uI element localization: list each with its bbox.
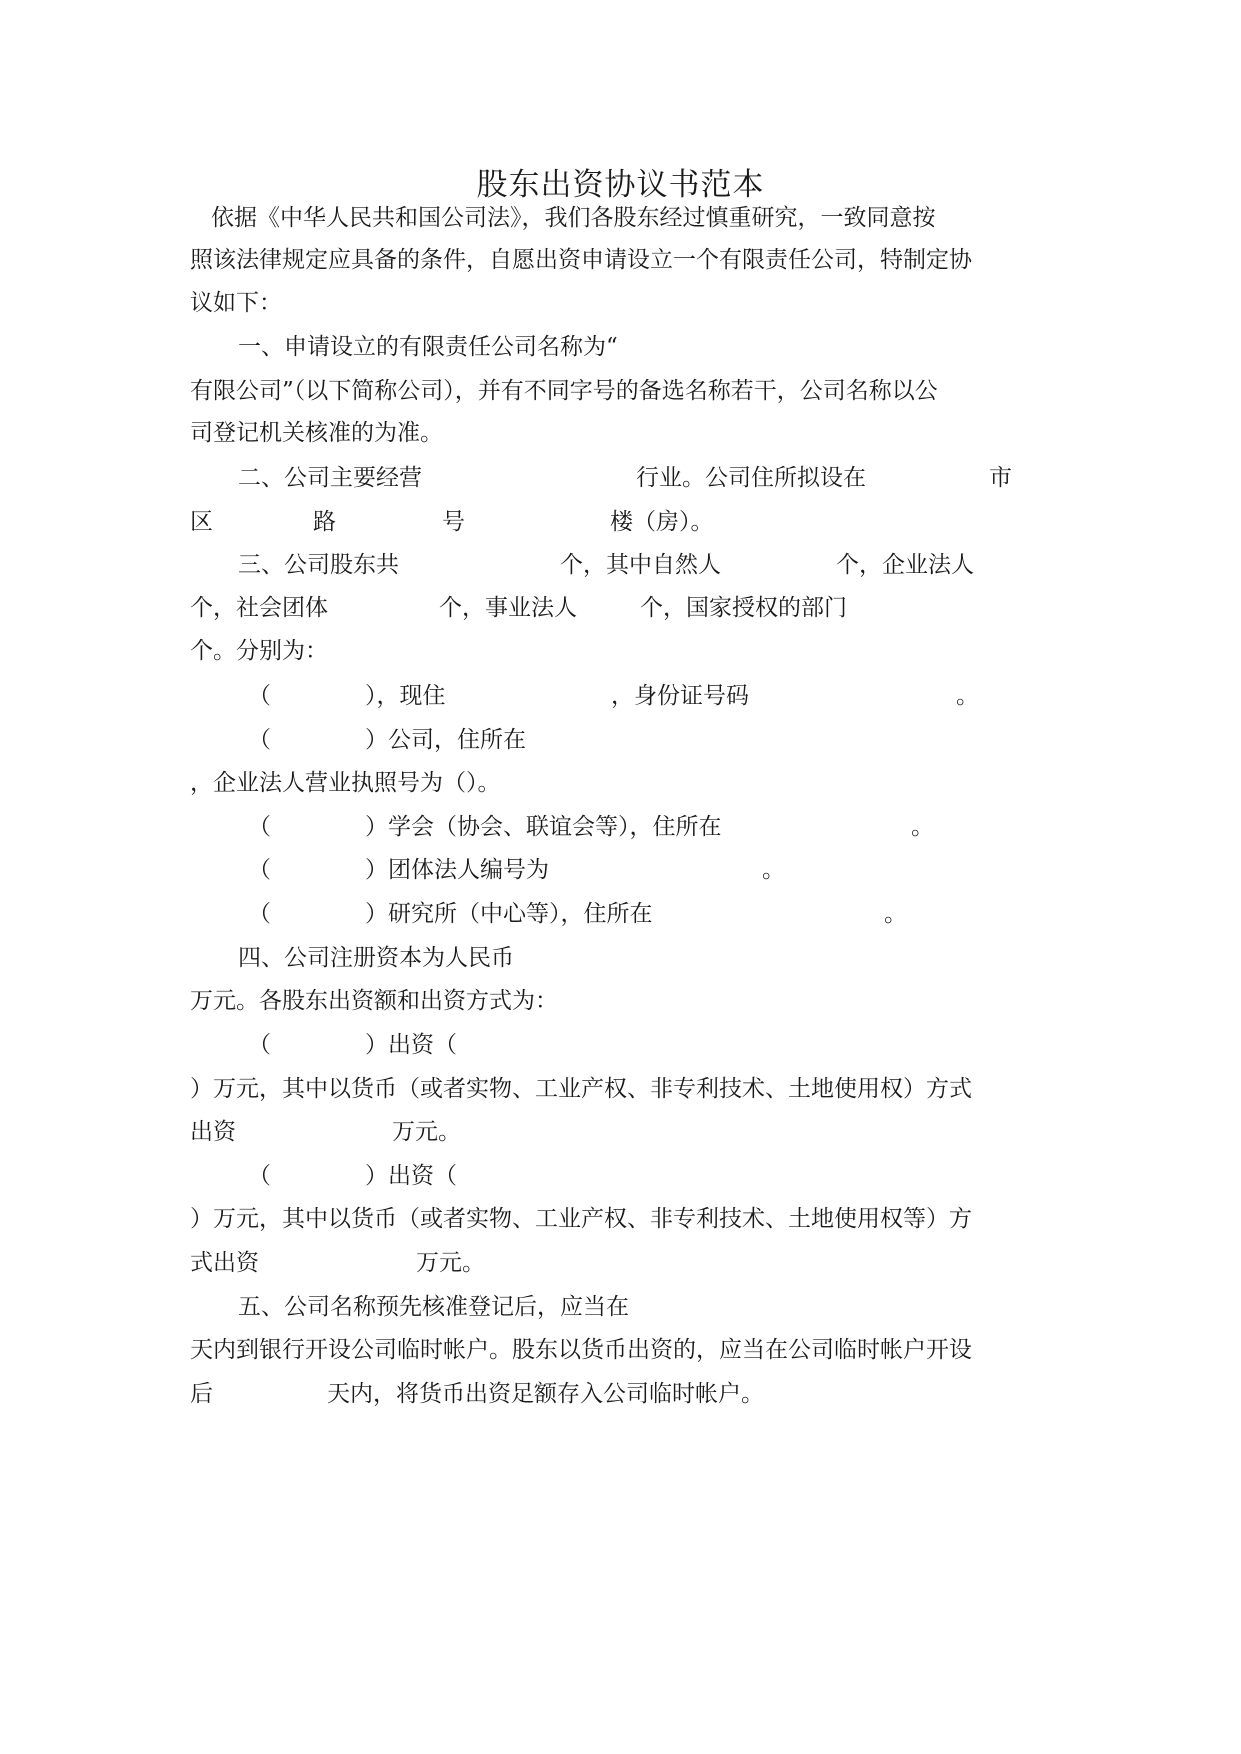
company-open: （ xyxy=(248,727,271,753)
person-id: ，身份证号码 xyxy=(611,683,749,709)
section3-social-b: 个，事业法人 xyxy=(439,595,577,621)
section2-part-1: 二、公司主要经营 xyxy=(238,465,422,491)
section4-line-2: 万元。各股东出资额和出资方式为： xyxy=(190,988,558,1014)
person-open: （ xyxy=(248,683,271,709)
contrib-a-line-3b: 万元。 xyxy=(392,1119,461,1145)
section1-line-3: 司登记机关核准的为准。 xyxy=(190,420,443,446)
intro-line-3: 议如下： xyxy=(190,290,282,316)
society-open: （ xyxy=(248,814,271,840)
contrib-a-close: ）出资（ xyxy=(365,1032,457,1058)
section4-line-1: 四、公司注册资本为人民币 xyxy=(238,945,514,971)
company-close: ）公司，住所在 xyxy=(365,727,526,753)
section3-part-1: 三、公司股东共 xyxy=(238,552,399,578)
group-close: ）团体法人编号为 xyxy=(365,857,549,883)
contrib-a-open: （ xyxy=(248,1032,271,1058)
company-license: ，企业法人营业执照号为（）。 xyxy=(190,770,501,796)
person-close: ），现住 xyxy=(365,683,446,709)
intro-line-1: 依据《中华人民共和国公司法》，我们各股东经过慎重研究，一致同意按 xyxy=(211,205,936,231)
contrib-a-line-2: ）万元，其中以货币（或者实物、工业产权、非专利技术、土地使用权）方式 xyxy=(190,1076,972,1102)
section5-line-2: 天内到银行开设公司临时帐户。股东以货币出资的，应当在公司临时帐户开设 xyxy=(190,1337,972,1363)
section2-part-3: 市 xyxy=(989,465,1012,491)
institute-close: ）研究所（中心等），住所在 xyxy=(365,901,653,927)
section3-part-3: 个，企业法人 xyxy=(836,552,974,578)
contrib-b-line-3a: 式出资 xyxy=(190,1250,259,1276)
section2-road: 路 xyxy=(313,509,336,535)
section2-building: 楼（房）。 xyxy=(610,509,714,535)
section2-number: 号 xyxy=(442,509,465,535)
section1-line-1: 一、申请设立的有限责任公司名称为“ xyxy=(238,334,618,360)
section5-line-1: 五、公司名称预先核准登记后，应当在 xyxy=(238,1294,629,1320)
section3-part-2: 个，其中自然人 xyxy=(560,552,721,578)
contrib-b-open: （ xyxy=(248,1163,271,1189)
section1-line-2: 有限公司”（以下简称公司），并有不同字号的备选名称若干，公司名称以公 xyxy=(190,378,938,404)
contrib-b-line-3b: 万元。 xyxy=(416,1250,485,1276)
group-open: （ xyxy=(248,857,271,883)
document-title: 股东出资协议书范本 xyxy=(476,167,765,203)
section3-listing: 个。分别为： xyxy=(190,638,328,664)
section3-social-c: 个，国家授权的部门 xyxy=(640,595,847,621)
section3-social-a: 个，社会团体 xyxy=(190,595,328,621)
section2-district: 区 xyxy=(190,509,213,535)
society-close: ）学会（协会、联谊会等），住所在 xyxy=(365,814,722,840)
institute-open: （ xyxy=(248,901,271,927)
section2-part-2: 行业。公司住所拟设在 xyxy=(636,465,866,491)
society-end: 。 xyxy=(911,814,934,840)
person-end: 。 xyxy=(956,683,979,709)
contrib-b-close: ）出资（ xyxy=(365,1163,457,1189)
institute-end: 。 xyxy=(884,901,907,927)
contrib-a-line-3a: 出资 xyxy=(190,1119,236,1145)
section5-line-3a: 后 xyxy=(190,1381,213,1407)
intro-line-2: 照该法律规定应具备的条件，自愿出资申请设立一个有限责任公司，特制定协 xyxy=(190,247,972,273)
group-end: 。 xyxy=(762,857,785,883)
contrib-b-line-2: ）万元，其中以货币（或者实物、工业产权、非专利技术、土地使用权等）方 xyxy=(190,1206,972,1232)
section5-line-3b: 天内，将货币出资足额存入公司临时帐户。 xyxy=(327,1381,764,1407)
